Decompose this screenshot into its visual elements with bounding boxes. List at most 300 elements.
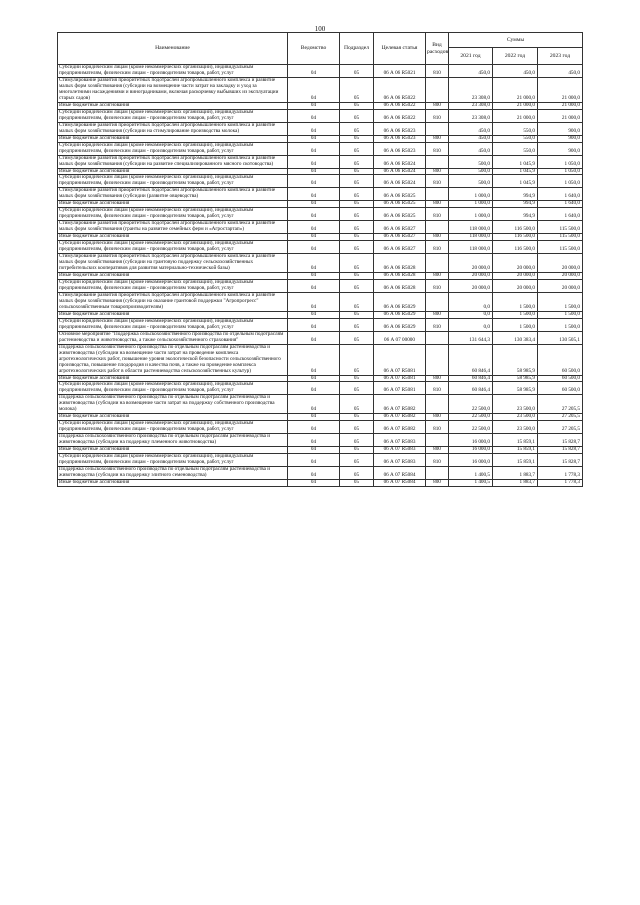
- cell-sum-2022: 58 985,9: [493, 382, 538, 395]
- cell-vedomstvo: 04: [288, 65, 340, 78]
- cell-target: 06 А 06 R5024: [374, 175, 426, 188]
- cell-sum-2023: 20 000,0: [538, 254, 583, 273]
- cell-sum-2022: 20 000,0: [493, 273, 538, 280]
- cell-podrazdel: 05: [340, 142, 374, 155]
- cell-podrazdel: 05: [340, 382, 374, 395]
- cell-name: Стимулирование развития приоритетных подотраслей агропромышленного комплекса и развитие малых форм хозяйствования (субсидии на оказание грантовой поддержки "Агропрогресс" сельскохозяйственным товаропроизводителям): [58, 292, 288, 311]
- cell-target: 06 А 07 R5081: [374, 382, 426, 395]
- cell-name: Поддержка сельскохозяйственного производства по отдельным подотраслям растениеводства и животноводства (субсидии на поддержку племенного животноводства): [58, 434, 288, 447]
- cell-vedomstvo: 04: [288, 155, 340, 168]
- cell-target: 06 А 07 R5081: [374, 375, 426, 382]
- cell-expense-type: [426, 395, 449, 414]
- table-row: [58, 454, 583, 467]
- cell-sum-2023: 1 640,0: [538, 201, 583, 208]
- cell-target: 06 А 07 R5082: [374, 395, 426, 414]
- cell-name: Иные бюджетные ассигнования: [58, 234, 288, 241]
- cell-sum-2022: 1 045,9: [493, 168, 538, 175]
- cell-podrazdel: 05: [340, 65, 374, 78]
- cell-target: 06 А 06 R5025: [374, 208, 426, 221]
- table-row: [58, 122, 583, 135]
- table-body: [58, 65, 583, 487]
- cell-sum-2021: 0,0: [449, 311, 493, 318]
- cell-expense-type: 800: [426, 447, 449, 454]
- cell-sum-2022: 116 500,0: [493, 221, 538, 234]
- cell-expense-type: 800: [426, 273, 449, 280]
- cell-sum-2021: 20 000,0: [449, 279, 493, 292]
- cell-sum-2022: 21 000,0: [493, 102, 538, 109]
- cell-sum-2022: 994,9: [493, 201, 538, 208]
- cell-vedomstvo: 04: [288, 318, 340, 331]
- cell-target: 06 А 06 R5025: [374, 188, 426, 201]
- cell-name: Стимулирование развития приоритетных подотраслей агропромышленного комплекса и развитие малых форм хозяйствования (гранты на развитие семейных ферм и «Агростартап»): [58, 221, 288, 234]
- table-row: [58, 279, 583, 292]
- cell-expense-type: [426, 331, 449, 344]
- cell-expense-type: [426, 434, 449, 447]
- cell-podrazdel: 05: [340, 254, 374, 273]
- table-row: [58, 208, 583, 221]
- cell-sum-2022: 116 500,0: [493, 234, 538, 241]
- cell-expense-type: 800: [426, 414, 449, 421]
- cell-sum-2023: 900,0: [538, 122, 583, 135]
- cell-sum-2023: 1 050,0: [538, 155, 583, 168]
- cell-expense-type: 810: [426, 421, 449, 434]
- cell-sum-2022: 21 000,0: [493, 77, 538, 102]
- cell-target: 06 А 06 R5025: [374, 201, 426, 208]
- cell-sum-2022: 23 500,0: [493, 421, 538, 434]
- cell-sum-2023: 20 000,0: [538, 273, 583, 280]
- cell-expense-type: [426, 292, 449, 311]
- cell-vedomstvo: 04: [288, 467, 340, 480]
- cell-podrazdel: 05: [340, 122, 374, 135]
- cell-sum-2023: 1 050,0: [538, 175, 583, 188]
- cell-sum-2021: 500,0: [449, 168, 493, 175]
- cell-sum-2022: 1 045,9: [493, 175, 538, 188]
- table-row: [58, 421, 583, 434]
- cell-target: 06 А 07 R5082: [374, 421, 426, 434]
- cell-sum-2021: 16 000,0: [449, 434, 493, 447]
- cell-target: 06 А 07 R5083: [374, 434, 426, 447]
- cell-podrazdel: 05: [340, 77, 374, 102]
- cell-expense-type: 810: [426, 65, 449, 78]
- cell-sum-2023: 60 500,0: [538, 375, 583, 382]
- cell-podrazdel: 05: [340, 447, 374, 454]
- table-row: [58, 382, 583, 395]
- cell-name: Стимулирование развития приоритетных подотраслей агропромышленного комплекса и развитие малых форм хозяйствования (субсидии на развитие специализированного мясного скотоводства): [58, 155, 288, 168]
- cell-sum-2022: 1 500,0: [493, 318, 538, 331]
- cell-sum-2022: 550,0: [493, 122, 538, 135]
- cell-podrazdel: 05: [340, 279, 374, 292]
- cell-expense-type: [426, 77, 449, 102]
- cell-sum-2022: 15 859,1: [493, 447, 538, 454]
- cell-name: Субсидии юридическим лицам (кроме некоммерческих организаций), индивидуальным предпринимателям, физическим лицам - производителям товаров, работ, услуг: [58, 318, 288, 331]
- cell-podrazdel: 05: [340, 292, 374, 311]
- cell-sum-2022: 1 883,7: [493, 467, 538, 480]
- cell-sum-2023: 27 205,5: [538, 421, 583, 434]
- cell-target: 06 А 06 R5023: [374, 135, 426, 142]
- table-row: [58, 434, 583, 447]
- cell-podrazdel: 05: [340, 480, 374, 487]
- cell-target: 06 А 06 R5027: [374, 234, 426, 241]
- cell-expense-type: 800: [426, 480, 449, 487]
- cell-vedomstvo: 04: [288, 175, 340, 188]
- cell-name: Иные бюджетные ассигнования: [58, 311, 288, 318]
- cell-sum-2022: 15 859,1: [493, 454, 538, 467]
- cell-sum-2022: 130 383,4: [493, 331, 538, 344]
- cell-vedomstvo: 04: [288, 447, 340, 454]
- cell-sum-2022: 20 000,0: [493, 279, 538, 292]
- cell-podrazdel: 05: [340, 155, 374, 168]
- header-sums: Суммы: [449, 33, 583, 48]
- cell-sum-2023: 1 500,0: [538, 292, 583, 311]
- cell-vedomstvo: 04: [288, 454, 340, 467]
- table-row: [58, 480, 583, 487]
- cell-sum-2021: 22 500,0: [449, 414, 493, 421]
- cell-sum-2023: 21 000,0: [538, 77, 583, 102]
- cell-expense-type: 800: [426, 135, 449, 142]
- cell-expense-type: [426, 467, 449, 480]
- cell-target: 06 А 07 R5082: [374, 414, 426, 421]
- cell-target: 06 А 06 R5023: [374, 122, 426, 135]
- cell-sum-2021: 20 000,0: [449, 273, 493, 280]
- cell-podrazdel: 05: [340, 331, 374, 344]
- header-vedomstvo: Ведомство: [288, 33, 340, 65]
- cell-sum-2021: 450,0: [449, 122, 493, 135]
- cell-sum-2021: 118 000,0: [449, 241, 493, 254]
- cell-name: Иные бюджетные ассигнования: [58, 273, 288, 280]
- cell-sum-2023: 1 778,3: [538, 480, 583, 487]
- cell-target: 06 А 07 R5083: [374, 447, 426, 454]
- cell-expense-type: 800: [426, 102, 449, 109]
- cell-vedomstvo: 04: [288, 77, 340, 102]
- cell-target: 06 А 06 R5024: [374, 168, 426, 175]
- cell-vedomstvo: 04: [288, 201, 340, 208]
- cell-podrazdel: 05: [340, 344, 374, 375]
- cell-sum-2023: 1 640,0: [538, 188, 583, 201]
- cell-sum-2023: 21 000,0: [538, 109, 583, 122]
- cell-sum-2021: 131 644,3: [449, 331, 493, 344]
- cell-sum-2022: 15 859,1: [493, 434, 538, 447]
- cell-sum-2021: 118 000,0: [449, 221, 493, 234]
- cell-sum-2022: 450,0: [493, 65, 538, 78]
- cell-target: 06 А 06 R5029: [374, 292, 426, 311]
- cell-name: Иные бюджетные ассигнования: [58, 375, 288, 382]
- cell-target: 06 А 07 R5084: [374, 480, 426, 487]
- cell-sum-2021: 60 846,4: [449, 382, 493, 395]
- table-row: [58, 221, 583, 234]
- header-year-2023: 2023 год: [538, 47, 583, 64]
- cell-sum-2021: 500,0: [449, 155, 493, 168]
- cell-podrazdel: 05: [340, 175, 374, 188]
- cell-name: Субсидии юридическим лицам (кроме некоммерческих организаций), индивидуальным предпринимателям, физическим лицам - производителям товаров, работ, услуг: [58, 208, 288, 221]
- cell-vedomstvo: 04: [288, 208, 340, 221]
- cell-vedomstvo: 04: [288, 480, 340, 487]
- cell-podrazdel: 05: [340, 434, 374, 447]
- cell-podrazdel: 05: [340, 414, 374, 421]
- table-row: [58, 254, 583, 273]
- cell-sum-2021: 60 846,4: [449, 375, 493, 382]
- cell-name: Иные бюджетные ассигнования: [58, 135, 288, 142]
- cell-expense-type: 810: [426, 382, 449, 395]
- cell-podrazdel: 05: [340, 311, 374, 318]
- cell-vedomstvo: 04: [288, 234, 340, 241]
- cell-sum-2022: 1 045,9: [493, 155, 538, 168]
- cell-target: 06 А 06 R5023: [374, 142, 426, 155]
- page-number: 100: [314, 25, 326, 33]
- cell-vedomstvo: 04: [288, 395, 340, 414]
- cell-name: Иные бюджетные ассигнования: [58, 447, 288, 454]
- cell-sum-2021: 20 000,0: [449, 254, 493, 273]
- cell-expense-type: 800: [426, 311, 449, 318]
- cell-sum-2021: 450,0: [449, 135, 493, 142]
- cell-expense-type: 810: [426, 175, 449, 188]
- cell-vedomstvo: 04: [288, 382, 340, 395]
- cell-name: Основное мероприятие "Поддержка сельскохозяйственного производства по отдельным подотраслям растениеводства и животноводства, а также сельскохозяйственного страхования": [58, 331, 288, 344]
- cell-sum-2021: 0,0: [449, 292, 493, 311]
- cell-podrazdel: 05: [340, 273, 374, 280]
- table-row: [58, 155, 583, 168]
- table-row: [58, 467, 583, 480]
- cell-sum-2023: 115 500,0: [538, 241, 583, 254]
- cell-expense-type: [426, 221, 449, 234]
- cell-name: Поддержка сельскохозяйственного производства по отдельным подотраслям растениеводства и животноводства (субсидии на поддержку элитного семеноводства): [58, 467, 288, 480]
- cell-sum-2022: 21 000,0: [493, 109, 538, 122]
- cell-sum-2023: 900,0: [538, 142, 583, 155]
- cell-vedomstvo: 04: [288, 273, 340, 280]
- cell-sum-2022: 1 883,7: [493, 480, 538, 487]
- cell-sum-2022: 1 500,0: [493, 311, 538, 318]
- cell-sum-2022: 994,9: [493, 208, 538, 221]
- cell-vedomstvo: 04: [288, 421, 340, 434]
- table-row: [58, 292, 583, 311]
- cell-sum-2021: 450,0: [449, 142, 493, 155]
- table-row: [58, 318, 583, 331]
- cell-name: Стимулирование развития приоритетных подотраслей агропромышленного комплекса и развитие малых форм хозяйствования (субсидии на стимулирование производства молока): [58, 122, 288, 135]
- cell-name: Субсидии юридическим лицам (кроме некоммерческих организаций), индивидуальным предпринимателям, физическим лицам - производителям товаров, работ, услуг: [58, 109, 288, 122]
- cell-sum-2022: 23 500,0: [493, 395, 538, 414]
- cell-sum-2021: 500,0: [449, 175, 493, 188]
- cell-target: 06 А 06 R5027: [374, 241, 426, 254]
- cell-podrazdel: 05: [340, 208, 374, 221]
- cell-sum-2021: 118 000,0: [449, 234, 493, 241]
- cell-name: Иные бюджетные ассигнования: [58, 168, 288, 175]
- cell-sum-2023: 21 000,0: [538, 102, 583, 109]
- cell-sum-2023: 60 500,0: [538, 382, 583, 395]
- cell-name: Субсидии юридическим лицам (кроме некоммерческих организаций), индивидуальным предпринимателям, физическим лицам - производителям товаров, работ, услуг: [58, 241, 288, 254]
- cell-vedomstvo: 04: [288, 311, 340, 318]
- cell-vedomstvo: 04: [288, 414, 340, 421]
- cell-vedomstvo: 04: [288, 142, 340, 155]
- cell-sum-2021: 450,0: [449, 65, 493, 78]
- cell-vedomstvo: 04: [288, 135, 340, 142]
- cell-sum-2023: 15 828,7: [538, 454, 583, 467]
- cell-sum-2022: 1 500,0: [493, 292, 538, 311]
- cell-sum-2022: 550,0: [493, 135, 538, 142]
- cell-sum-2023: 1 640,0: [538, 208, 583, 221]
- cell-podrazdel: 05: [340, 234, 374, 241]
- table-row: [58, 395, 583, 414]
- cell-expense-type: [426, 122, 449, 135]
- cell-podrazdel: 05: [340, 135, 374, 142]
- cell-expense-type: 810: [426, 279, 449, 292]
- cell-podrazdel: 05: [340, 454, 374, 467]
- header-target: Целевая статья: [374, 33, 426, 65]
- cell-sum-2023: 115 500,0: [538, 221, 583, 234]
- cell-target: 06 А 07 00000: [374, 331, 426, 344]
- cell-sum-2021: 22 500,0: [449, 421, 493, 434]
- cell-name: Субсидии юридическим лицам (кроме некоммерческих организаций), индивидуальным предпринимателям, физическим лицам - производителям товаров, работ, услуг: [58, 142, 288, 155]
- cell-target: 06 А 06 R5027: [374, 221, 426, 234]
- table-row: [58, 109, 583, 122]
- cell-expense-type: 810: [426, 318, 449, 331]
- cell-sum-2022: 23 500,0: [493, 414, 538, 421]
- cell-name: Субсидии юридическим лицам (кроме некоммерческих организаций), индивидуальным предпринимателям, физическим лицам - производителям товаров, работ, услуг: [58, 65, 288, 78]
- cell-sum-2023: 60 500,0: [538, 344, 583, 375]
- cell-vedomstvo: 04: [288, 331, 340, 344]
- cell-target: 06 А 06 R5028: [374, 254, 426, 273]
- cell-expense-type: 800: [426, 234, 449, 241]
- cell-podrazdel: 05: [340, 421, 374, 434]
- cell-sum-2022: 20 000,0: [493, 254, 538, 273]
- cell-sum-2021: 16 000,0: [449, 454, 493, 467]
- cell-name: Иные бюджетные ассигнования: [58, 480, 288, 487]
- cell-target: 06 А 06 R5022: [374, 109, 426, 122]
- header-expense-type: Вид расходов: [426, 33, 449, 65]
- cell-sum-2021: 23 308,0: [449, 109, 493, 122]
- cell-vedomstvo: 04: [288, 344, 340, 375]
- cell-sum-2023: 130 505,1: [538, 331, 583, 344]
- cell-sum-2023: 27 205,5: [538, 414, 583, 421]
- cell-sum-2023: 20 000,0: [538, 279, 583, 292]
- table-row: [58, 175, 583, 188]
- header-year-2021: 2021 год: [449, 47, 493, 64]
- cell-sum-2022: 550,0: [493, 142, 538, 155]
- cell-sum-2023: 1 778,3: [538, 467, 583, 480]
- cell-sum-2023: 450,0: [538, 65, 583, 78]
- table-row: [58, 65, 583, 78]
- cell-vedomstvo: 04: [288, 221, 340, 234]
- cell-name: Стимулирование развития приоритетных подотраслей агропромышленного комплекса и развитие малых форм хозяйствования (субсидии на грантовую поддержку сельскохозяйственных потребительских кооперативов для развития материально-технической базы): [58, 254, 288, 273]
- cell-sum-2022: 994,9: [493, 188, 538, 201]
- cell-expense-type: 800: [426, 201, 449, 208]
- cell-vedomstvo: 04: [288, 168, 340, 175]
- cell-podrazdel: 05: [340, 467, 374, 480]
- cell-expense-type: 810: [426, 109, 449, 122]
- cell-expense-type: [426, 254, 449, 273]
- cell-target: 06 А 06 R5022: [374, 102, 426, 109]
- cell-sum-2023: 1 500,0: [538, 311, 583, 318]
- table-row: [58, 188, 583, 201]
- cell-name: Иные бюджетные ассигнования: [58, 102, 288, 109]
- cell-name: Стимулирование развития приоритетных подотраслей агропромышленного комплекса и развитие малых форм хозяйствования (субсидии (развитие овцеводства): [58, 188, 288, 201]
- cell-podrazdel: 05: [340, 109, 374, 122]
- cell-name: Иные бюджетные ассигнования: [58, 201, 288, 208]
- cell-name: Субсидии юридическим лицам (кроме некоммерческих организаций), индивидуальным предпринимателям, физическим лицам - производителям товаров, работ, услуг: [58, 454, 288, 467]
- cell-sum-2023: 1 050,0: [538, 168, 583, 175]
- cell-sum-2021: 23 308,0: [449, 77, 493, 102]
- cell-name: Субсидии юридическим лицам (кроме некоммерческих организаций), индивидуальным предпринимателям, физическим лицам - производителям товаров, работ, услуг: [58, 421, 288, 434]
- cell-target: 06 А 07 R5081: [374, 344, 426, 375]
- cell-vedomstvo: 04: [288, 434, 340, 447]
- cell-sum-2021: 1 000,0: [449, 201, 493, 208]
- cell-target: 06 А 06 R5028: [374, 279, 426, 292]
- cell-name: Субсидии юридическим лицам (кроме некоммерческих организаций), индивидуальным предпринимателям, физическим лицам - производителям товаров, работ, услуг: [58, 382, 288, 395]
- cell-sum-2021: 16 000,0: [449, 447, 493, 454]
- header-name: Наименование: [58, 33, 288, 65]
- cell-expense-type: 800: [426, 168, 449, 175]
- cell-sum-2021: 1 000,0: [449, 208, 493, 221]
- table-row: [58, 142, 583, 155]
- cell-sum-2021: 23 308,0: [449, 102, 493, 109]
- cell-target: 06 А 06 R5021: [374, 65, 426, 78]
- cell-expense-type: 810: [426, 241, 449, 254]
- cell-sum-2021: 1 400,5: [449, 480, 493, 487]
- cell-vedomstvo: 04: [288, 102, 340, 109]
- table-row: [58, 77, 583, 102]
- cell-target: 06 А 06 R5029: [374, 311, 426, 318]
- header-year-2022: 2022 год: [493, 47, 538, 64]
- cell-vedomstvo: 04: [288, 188, 340, 201]
- cell-vedomstvo: 04: [288, 375, 340, 382]
- cell-sum-2023: 15 828,7: [538, 447, 583, 454]
- cell-sum-2021: 0,0: [449, 318, 493, 331]
- cell-podrazdel: 05: [340, 102, 374, 109]
- cell-name: Субсидии юридическим лицам (кроме некоммерческих организаций), индивидуальным предпринимателям, физическим лицам - производителям товаров, работ, услуг: [58, 279, 288, 292]
- cell-expense-type: 810: [426, 454, 449, 467]
- cell-name: Субсидии юридическим лицам (кроме некоммерческих организаций), индивидуальным предпринимателям, физическим лицам - производителям товаров, работ, услуг: [58, 175, 288, 188]
- cell-sum-2022: 58 985,9: [493, 344, 538, 375]
- cell-target: 06 А 07 R5083: [374, 454, 426, 467]
- header-podrazdel: Подраздел: [340, 33, 374, 65]
- budget-table: [57, 32, 583, 487]
- cell-target: 06 А 06 R5029: [374, 318, 426, 331]
- cell-name: Поддержка сельскохозяйственного производства по отдельным подотраслям растениеводства и животноводства (субсидии на возмещение части затрат на поддержку собственного производства молока): [58, 395, 288, 414]
- cell-podrazdel: 05: [340, 201, 374, 208]
- cell-sum-2021: 1 400,5: [449, 467, 493, 480]
- cell-expense-type: [426, 188, 449, 201]
- cell-expense-type: [426, 155, 449, 168]
- cell-vedomstvo: 04: [288, 254, 340, 273]
- cell-target: 06 А 06 R5024: [374, 155, 426, 168]
- cell-podrazdel: 05: [340, 168, 374, 175]
- cell-vedomstvo: 04: [288, 241, 340, 254]
- cell-name: Стимулирование развития приоритетных подотраслей агропромышленного комплекса и развитие малых форм хозяйствования (субсидии на возмещение части затрат на закладку и уход за многолетними насаждениями и виноградниками, включая раскорчевку выбывших из эксплуатации старых садов): [58, 77, 288, 102]
- cell-vedomstvo: 04: [288, 292, 340, 311]
- table-row: [58, 344, 583, 375]
- cell-expense-type: [426, 344, 449, 375]
- cell-target: 06 А 07 R5084: [374, 467, 426, 480]
- cell-vedomstvo: 04: [288, 109, 340, 122]
- table-header: [58, 33, 583, 65]
- cell-sum-2022: 58 985,9: [493, 375, 538, 382]
- cell-target: 06 А 06 R5022: [374, 77, 426, 102]
- cell-sum-2023: 115 500,0: [538, 234, 583, 241]
- cell-expense-type: 810: [426, 208, 449, 221]
- cell-podrazdel: 05: [340, 318, 374, 331]
- table-row: [58, 331, 583, 344]
- cell-podrazdel: 05: [340, 395, 374, 414]
- cell-sum-2023: 15 828,7: [538, 434, 583, 447]
- cell-podrazdel: 05: [340, 188, 374, 201]
- cell-vedomstvo: 04: [288, 279, 340, 292]
- cell-target: 06 А 06 R5028: [374, 273, 426, 280]
- cell-name: Иные бюджетные ассигнования: [58, 414, 288, 421]
- cell-sum-2023: 900,0: [538, 135, 583, 142]
- cell-sum-2021: 22 500,0: [449, 395, 493, 414]
- cell-vedomstvo: 04: [288, 122, 340, 135]
- table-row: [58, 241, 583, 254]
- cell-sum-2022: 116 500,0: [493, 241, 538, 254]
- cell-name: Поддержка сельскохозяйственного производства по отдельным подотраслям растениеводства и животноводства (субсидии на возмещение части затрат на проведение комплекса агротехнологических работ, повышение уровня экологической безопасности сельскохозяйственного производства, повышение плодородия и качества почв, а также на проведение комплекса агротехнологических работ в области растениеводства сельскохозяйственных культур): [58, 344, 288, 375]
